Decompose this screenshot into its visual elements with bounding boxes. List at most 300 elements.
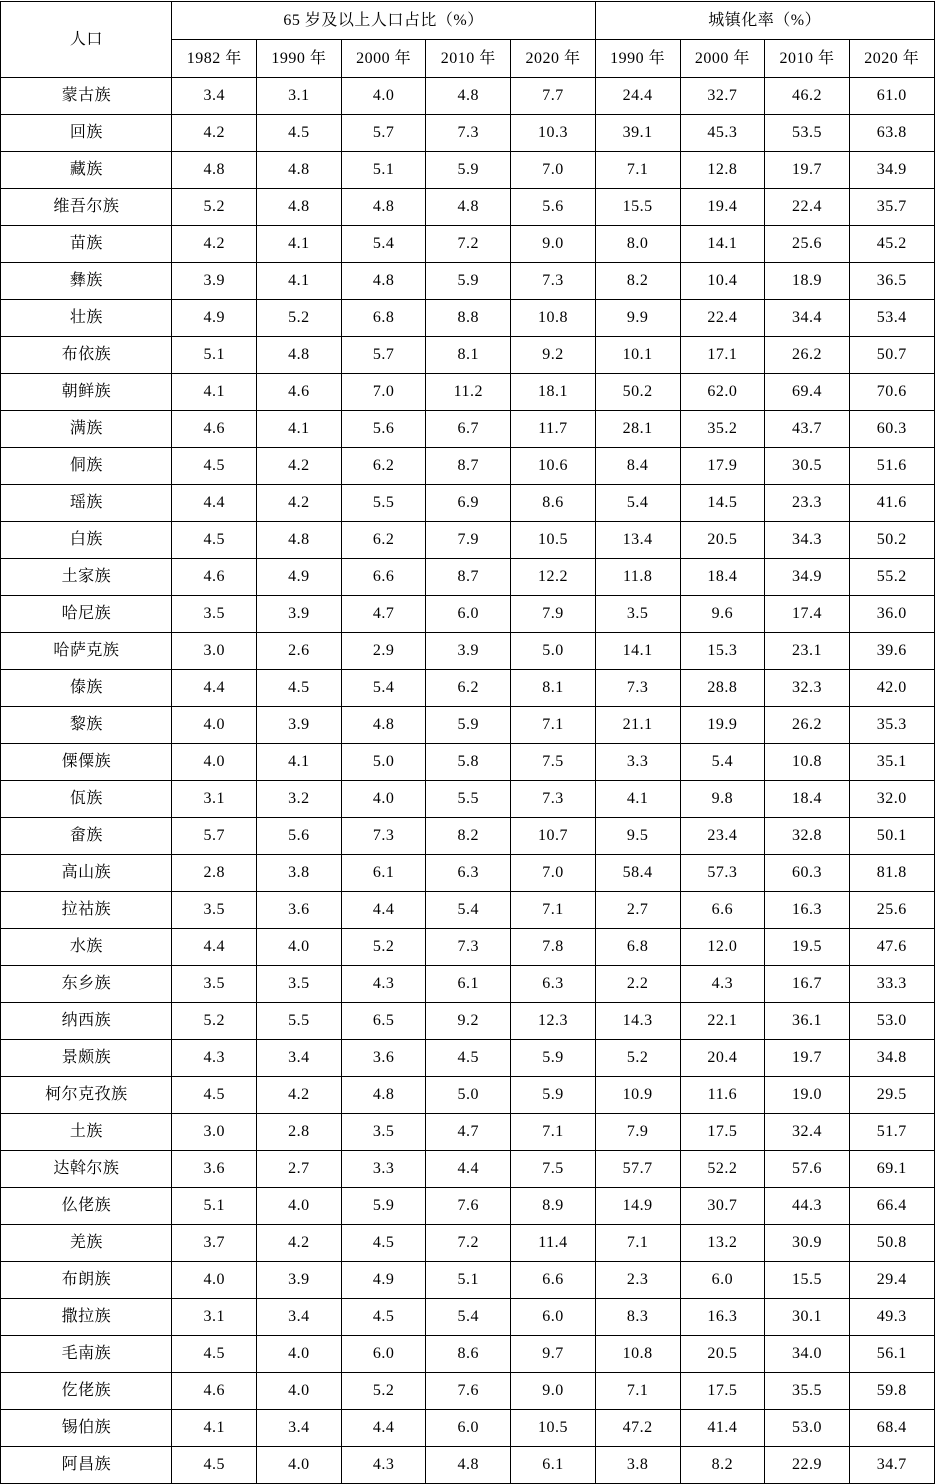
table-cell: 42.0: [849, 670, 934, 707]
table-cell: 11.8: [595, 559, 680, 596]
table-cell: 70.6: [849, 374, 934, 411]
table-cell: 22.9: [765, 1447, 850, 1484]
table-cell: 39.1: [595, 115, 680, 152]
table-cell: 52.2: [680, 1151, 765, 1188]
table-cell: 8.7: [426, 559, 511, 596]
table-cell: 4.0: [172, 1262, 257, 1299]
table-cell: 56.1: [849, 1336, 934, 1373]
row-label: 傣族: [1, 670, 172, 707]
table-cell: 28.8: [680, 670, 765, 707]
table-cell: 3.6: [257, 892, 342, 929]
table-cell: 4.0: [257, 1336, 342, 1373]
table-row: [1, 1040, 934, 1077]
table-cell: 5.9: [426, 707, 511, 744]
row-label: 水族: [1, 929, 172, 966]
row-label: 土家族: [1, 559, 172, 596]
table-cell: 3.4: [172, 78, 257, 115]
table-row: [1, 115, 934, 152]
table-cell: 5.1: [172, 337, 257, 374]
table-cell: 10.5: [511, 1410, 596, 1447]
table-cell: 4.8: [341, 189, 426, 226]
table-cell: 4.9: [172, 300, 257, 337]
table-cell: 16.3: [765, 892, 850, 929]
table-cell: 11.2: [426, 374, 511, 411]
table-cell: 16.3: [680, 1299, 765, 1336]
table-cell: 10.5: [511, 522, 596, 559]
table-cell: 4.7: [341, 596, 426, 633]
table-cell: 35.5: [765, 1373, 850, 1410]
table-cell: 16.7: [765, 966, 850, 1003]
table-cell: 45.3: [680, 115, 765, 152]
table-cell: 6.0: [341, 1336, 426, 1373]
table-cell: 7.6: [426, 1373, 511, 1410]
table-cell: 8.6: [511, 485, 596, 522]
table-cell: 62.0: [680, 374, 765, 411]
table-cell: 4.5: [172, 1077, 257, 1114]
table-cell: 4.8: [426, 189, 511, 226]
table-cell: 6.0: [680, 1262, 765, 1299]
table-cell: 7.1: [511, 1114, 596, 1151]
table-row: [1, 189, 934, 226]
table-row: [1, 633, 934, 670]
table-cell: 5.7: [341, 115, 426, 152]
table-cell: 4.8: [172, 152, 257, 189]
table-cell: 5.6: [511, 189, 596, 226]
table-row: [1, 337, 934, 374]
table-cell: 69.1: [849, 1151, 934, 1188]
table-cell: 8.8: [426, 300, 511, 337]
table-cell: 9.0: [511, 226, 596, 263]
table-cell: 7.3: [341, 818, 426, 855]
table-cell: 7.2: [426, 226, 511, 263]
table-cell: 5.4: [680, 744, 765, 781]
table-cell: 2.7: [595, 892, 680, 929]
table-cell: 4.0: [341, 78, 426, 115]
table-cell: 22.4: [765, 189, 850, 226]
table-cell: 30.9: [765, 1225, 850, 1262]
table-row: [1, 744, 934, 781]
table-cell: 14.9: [595, 1188, 680, 1225]
table-row: [1, 707, 934, 744]
table-cell: 8.0: [595, 226, 680, 263]
row-label: 土族: [1, 1114, 172, 1151]
table-cell: 2.9: [341, 633, 426, 670]
table-cell: 10.4: [680, 263, 765, 300]
table-cell: 44.3: [765, 1188, 850, 1225]
table-cell: 5.4: [426, 892, 511, 929]
table-cell: 19.5: [765, 929, 850, 966]
table-row: [1, 1373, 934, 1410]
table-cell: 45.2: [849, 226, 934, 263]
table-cell: 8.2: [680, 1447, 765, 1484]
row-label: 阿昌族: [1, 1447, 172, 1484]
table-cell: 5.9: [511, 1040, 596, 1077]
table-cell: 6.2: [341, 448, 426, 485]
table-cell: 19.4: [680, 189, 765, 226]
row-label: 彝族: [1, 263, 172, 300]
table-cell: 3.9: [426, 633, 511, 670]
header-year-1990-elderly: 1990 年: [257, 40, 342, 78]
table-row: [1, 78, 934, 115]
table-cell: 4.5: [341, 1299, 426, 1336]
table-cell: 5.6: [341, 411, 426, 448]
table-cell: 19.9: [680, 707, 765, 744]
table-cell: 4.7: [426, 1114, 511, 1151]
table-cell: 35.1: [849, 744, 934, 781]
table-cell: 32.7: [680, 78, 765, 115]
table-cell: 3.1: [172, 781, 257, 818]
table-cell: 3.5: [172, 966, 257, 1003]
table-cell: 30.1: [765, 1299, 850, 1336]
table-cell: 4.5: [341, 1225, 426, 1262]
row-label: 达斡尔族: [1, 1151, 172, 1188]
table-cell: 6.5: [341, 1003, 426, 1040]
table-row: [1, 300, 934, 337]
table-cell: 4.1: [257, 744, 342, 781]
table-cell: 18.4: [680, 559, 765, 596]
table-header: [1, 2, 934, 78]
row-label: 布朗族: [1, 1262, 172, 1299]
table-cell: 7.1: [511, 707, 596, 744]
table-cell: 28.1: [595, 411, 680, 448]
row-label: 佤族: [1, 781, 172, 818]
table-cell: 49.3: [849, 1299, 934, 1336]
table-cell: 9.0: [511, 1373, 596, 1410]
table-cell: 23.4: [680, 818, 765, 855]
table-cell: 41.6: [849, 485, 934, 522]
table-cell: 32.8: [765, 818, 850, 855]
table-cell: 5.6: [257, 818, 342, 855]
table-cell: 10.8: [765, 744, 850, 781]
table-cell: 3.9: [257, 596, 342, 633]
table-row: [1, 1336, 934, 1373]
table-cell: 2.8: [172, 855, 257, 892]
table-cell: 4.8: [341, 707, 426, 744]
table-cell: 20.4: [680, 1040, 765, 1077]
row-label: 苗族: [1, 226, 172, 263]
row-label: 景颇族: [1, 1040, 172, 1077]
table-cell: 35.2: [680, 411, 765, 448]
table-cell: 36.0: [849, 596, 934, 633]
table-cell: 7.6: [426, 1188, 511, 1225]
table-cell: 11.4: [511, 1225, 596, 1262]
table-cell: 53.4: [849, 300, 934, 337]
table-cell: 7.5: [511, 744, 596, 781]
row-label: 东乡族: [1, 966, 172, 1003]
table-cell: 7.0: [511, 855, 596, 892]
table-cell: 18.4: [765, 781, 850, 818]
table-cell: 5.0: [426, 1077, 511, 1114]
table-cell: 4.8: [257, 189, 342, 226]
table-cell: 6.2: [341, 522, 426, 559]
table-cell: 2.3: [595, 1262, 680, 1299]
row-label: 维吾尔族: [1, 189, 172, 226]
table-cell: 4.2: [172, 115, 257, 152]
table-cell: 7.7: [511, 78, 596, 115]
table-cell: 5.2: [257, 300, 342, 337]
table-cell: 17.1: [680, 337, 765, 374]
table-cell: 50.1: [849, 818, 934, 855]
table-cell: 4.1: [595, 781, 680, 818]
table-cell: 4.0: [257, 929, 342, 966]
row-label: 黎族: [1, 707, 172, 744]
table-cell: 50.2: [849, 522, 934, 559]
table-cell: 4.2: [257, 448, 342, 485]
table-cell: 3.3: [341, 1151, 426, 1188]
table-cell: 7.1: [595, 1373, 680, 1410]
table-row: [1, 152, 934, 189]
table-cell: 7.5: [511, 1151, 596, 1188]
table-cell: 14.5: [680, 485, 765, 522]
table-cell: 47.6: [849, 929, 934, 966]
table-cell: 4.3: [341, 1447, 426, 1484]
table-cell: 15.5: [595, 189, 680, 226]
row-label: 柯尔克孜族: [1, 1077, 172, 1114]
table-cell: 4.1: [172, 374, 257, 411]
table-cell: 17.5: [680, 1114, 765, 1151]
table-row: [1, 929, 934, 966]
table-cell: 3.9: [172, 263, 257, 300]
table-cell: 7.1: [595, 1225, 680, 1262]
table-cell: 7.0: [511, 152, 596, 189]
header-year-2020-elderly: 2020 年: [511, 40, 596, 78]
table-cell: 5.2: [341, 929, 426, 966]
table-header-row-groups: [1, 2, 934, 40]
table-cell: 4.0: [341, 781, 426, 818]
table-cell: 5.2: [172, 1003, 257, 1040]
table-cell: 6.8: [341, 300, 426, 337]
table-cell: 21.1: [595, 707, 680, 744]
table-cell: 4.2: [257, 1077, 342, 1114]
table-cell: 12.2: [511, 559, 596, 596]
table-cell: 4.4: [341, 892, 426, 929]
table-cell: 69.4: [765, 374, 850, 411]
table-cell: 13.4: [595, 522, 680, 559]
table-cell: 4.9: [341, 1262, 426, 1299]
table-cell: 8.2: [426, 818, 511, 855]
row-label: 哈萨克族: [1, 633, 172, 670]
table-cell: 19.0: [765, 1077, 850, 1114]
table-cell: 57.3: [680, 855, 765, 892]
table-cell: 29.5: [849, 1077, 934, 1114]
table-cell: 41.4: [680, 1410, 765, 1447]
table-cell: 2.7: [257, 1151, 342, 1188]
table-cell: 7.9: [426, 522, 511, 559]
table-cell: 7.3: [595, 670, 680, 707]
row-label: 畲族: [1, 818, 172, 855]
table-cell: 10.8: [595, 1336, 680, 1373]
table-cell: 10.8: [511, 300, 596, 337]
header-year-1982-elderly: 1982 年: [172, 40, 257, 78]
table-cell: 6.3: [511, 966, 596, 1003]
table-cell: 8.3: [595, 1299, 680, 1336]
table-cell: 10.6: [511, 448, 596, 485]
table-cell: 5.7: [172, 818, 257, 855]
table-cell: 6.0: [511, 1299, 596, 1336]
table-cell: 2.6: [257, 633, 342, 670]
table-cell: 3.2: [257, 781, 342, 818]
table-cell: 5.9: [341, 1188, 426, 1225]
header-year-2000-elderly: 2000 年: [341, 40, 426, 78]
table-cell: 14.1: [595, 633, 680, 670]
table-cell: 7.8: [511, 929, 596, 966]
table-cell: 9.7: [511, 1336, 596, 1373]
table-cell: 43.7: [765, 411, 850, 448]
table-cell: 6.6: [341, 559, 426, 596]
table-cell: 3.1: [257, 78, 342, 115]
header-year-2010-urban: 2010 年: [765, 40, 850, 78]
header-year-2010-elderly: 2010 年: [426, 40, 511, 78]
table-cell: 17.4: [765, 596, 850, 633]
header-group-elderly-share: 65 岁及以上人口占比（%）: [172, 2, 595, 40]
table-cell: 29.4: [849, 1262, 934, 1299]
table-cell: 53.0: [849, 1003, 934, 1040]
table-cell: 36.5: [849, 263, 934, 300]
table-cell: 3.6: [172, 1151, 257, 1188]
table-cell: 6.8: [595, 929, 680, 966]
table-cell: 34.3: [765, 522, 850, 559]
header-year-2020-urban: 2020 年: [849, 40, 934, 78]
table-row: [1, 522, 934, 559]
table-row: [1, 892, 934, 929]
table-cell: 4.2: [257, 485, 342, 522]
table-cell: 23.3: [765, 485, 850, 522]
table-cell: 4.0: [257, 1447, 342, 1484]
row-label: 哈尼族: [1, 596, 172, 633]
table-cell: 11.7: [511, 411, 596, 448]
table-cell: 5.5: [257, 1003, 342, 1040]
row-label: 瑶族: [1, 485, 172, 522]
table-cell: 53.5: [765, 115, 850, 152]
table-cell: 57.7: [595, 1151, 680, 1188]
table-cell: 4.3: [172, 1040, 257, 1077]
table-cell: 2.2: [595, 966, 680, 1003]
table-body: [1, 78, 934, 1484]
row-label: 傈僳族: [1, 744, 172, 781]
table-row: [1, 485, 934, 522]
table-cell: 6.6: [511, 1262, 596, 1299]
row-label: 回族: [1, 115, 172, 152]
table-cell: 22.1: [680, 1003, 765, 1040]
table-cell: 3.5: [172, 892, 257, 929]
header-year-1990-urban: 1990 年: [595, 40, 680, 78]
table-cell: 8.2: [595, 263, 680, 300]
table-cell: 63.8: [849, 115, 934, 152]
table-cell: 3.8: [257, 855, 342, 892]
header-group-urbanization-rate: 城镇化率（%）: [595, 2, 934, 40]
table-cell: 6.2: [426, 670, 511, 707]
table-cell: 19.7: [765, 152, 850, 189]
table-cell: 59.8: [849, 1373, 934, 1410]
table-cell: 4.6: [172, 559, 257, 596]
table-cell: 7.2: [426, 1225, 511, 1262]
table-cell: 3.1: [172, 1299, 257, 1336]
table-cell: 4.5: [172, 1447, 257, 1484]
table-cell: 10.3: [511, 115, 596, 152]
table-row: [1, 1188, 934, 1225]
table-cell: 7.3: [426, 115, 511, 152]
table-cell: 6.6: [680, 892, 765, 929]
table-row: [1, 1447, 934, 1484]
table-cell: 6.1: [511, 1447, 596, 1484]
table-cell: 8.9: [511, 1188, 596, 1225]
table-cell: 11.6: [680, 1077, 765, 1114]
table-cell: 5.5: [341, 485, 426, 522]
table-cell: 15.5: [765, 1262, 850, 1299]
table-cell: 10.7: [511, 818, 596, 855]
header-year-2000-urban: 2000 年: [680, 40, 765, 78]
table-cell: 6.0: [426, 1410, 511, 1447]
table-cell: 33.3: [849, 966, 934, 1003]
table-cell: 7.3: [511, 263, 596, 300]
table-cell: 8.4: [595, 448, 680, 485]
table-cell: 3.4: [257, 1299, 342, 1336]
table-cell: 9.6: [680, 596, 765, 633]
table-cell: 6.1: [341, 855, 426, 892]
table-row: [1, 1003, 934, 1040]
table-cell: 3.6: [341, 1040, 426, 1077]
table-cell: 6.7: [426, 411, 511, 448]
table-cell: 12.3: [511, 1003, 596, 1040]
table-cell: 9.2: [511, 337, 596, 374]
table-cell: 2.8: [257, 1114, 342, 1151]
table-cell: 35.3: [849, 707, 934, 744]
table-cell: 3.8: [595, 1447, 680, 1484]
table-cell: 4.1: [172, 1410, 257, 1447]
table-cell: 60.3: [765, 855, 850, 892]
table-cell: 10.9: [595, 1077, 680, 1114]
table-cell: 4.4: [172, 485, 257, 522]
table-row: [1, 1410, 934, 1447]
table-cell: 4.5: [172, 522, 257, 559]
table-cell: 9.9: [595, 300, 680, 337]
row-label: 仫佬族: [1, 1188, 172, 1225]
table-cell: 34.8: [849, 1040, 934, 1077]
table-cell: 46.2: [765, 78, 850, 115]
table-cell: 18.1: [511, 374, 596, 411]
row-label: 毛南族: [1, 1336, 172, 1373]
table-cell: 25.6: [849, 892, 934, 929]
table-cell: 15.3: [680, 633, 765, 670]
table-cell: 5.5: [426, 781, 511, 818]
table-cell: 18.9: [765, 263, 850, 300]
row-label: 纳西族: [1, 1003, 172, 1040]
table-cell: 5.7: [341, 337, 426, 374]
header-ethnic-group: 人口: [1, 2, 172, 78]
table-cell: 13.2: [680, 1225, 765, 1262]
table-cell: 20.5: [680, 1336, 765, 1373]
table-cell: 8.1: [511, 670, 596, 707]
table-row: [1, 818, 934, 855]
population-statistics-table: [0, 1, 934, 1484]
row-label: 蒙古族: [1, 78, 172, 115]
table-row: [1, 263, 934, 300]
row-label: 布依族: [1, 337, 172, 374]
table-cell: 35.7: [849, 189, 934, 226]
table-cell: 4.8: [341, 1077, 426, 1114]
table-cell: 61.0: [849, 78, 934, 115]
table-cell: 3.4: [257, 1410, 342, 1447]
table-cell: 17.5: [680, 1373, 765, 1410]
table-cell: 6.0: [426, 596, 511, 633]
table-cell: 66.4: [849, 1188, 934, 1225]
table-cell: 5.1: [172, 1188, 257, 1225]
table-cell: 7.9: [511, 596, 596, 633]
table-cell: 5.9: [426, 263, 511, 300]
row-label: 锡伯族: [1, 1410, 172, 1447]
table-cell: 4.8: [426, 78, 511, 115]
table-cell: 3.4: [257, 1040, 342, 1077]
